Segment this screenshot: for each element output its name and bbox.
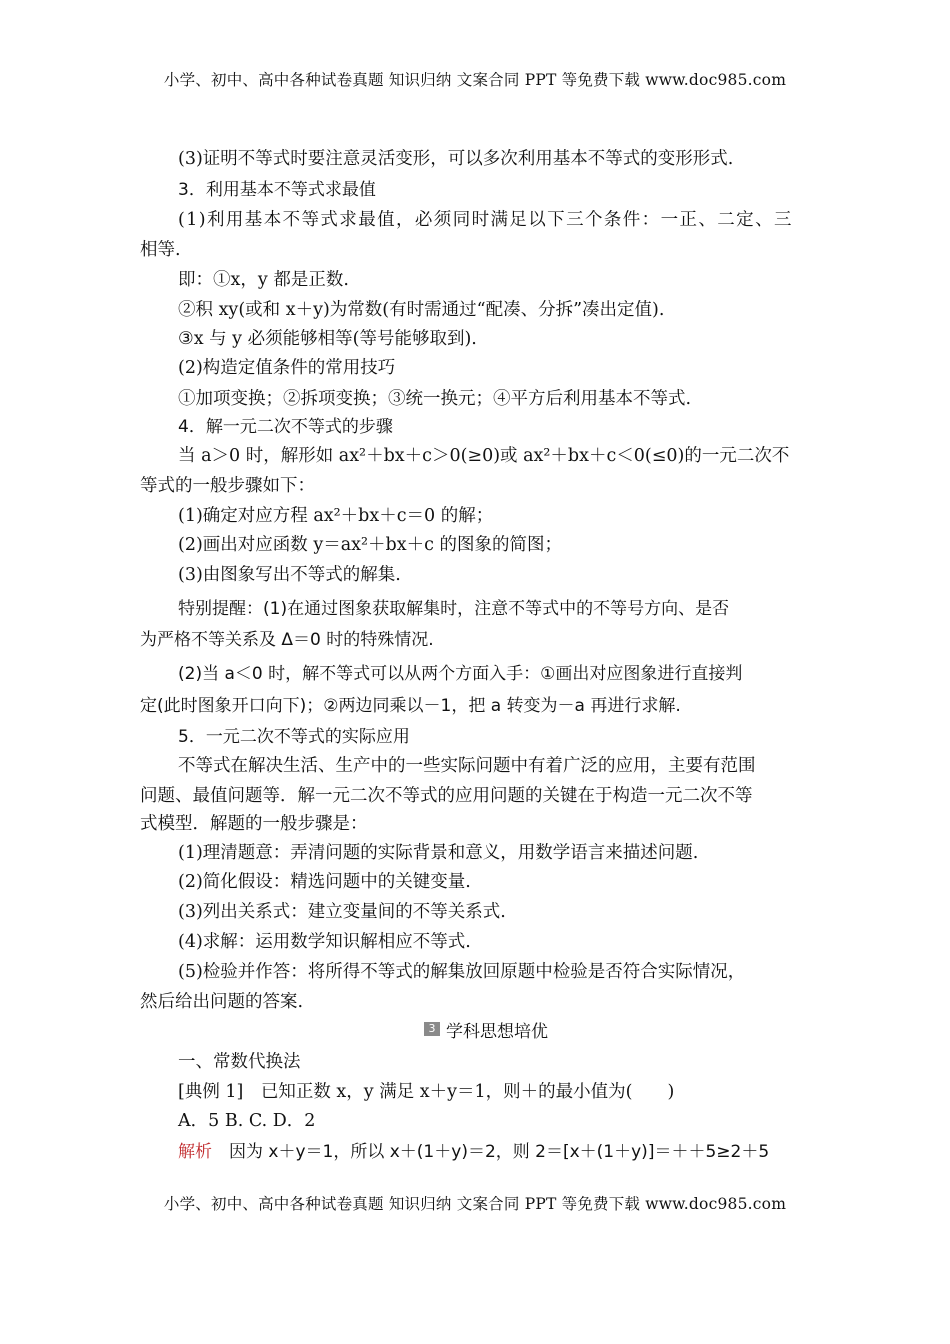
section-badge: 3 xyxy=(424,1022,440,1036)
section-title: 学科思想培优 xyxy=(446,1022,548,1042)
section-heading: 4．解一元二次不等式的步骤 xyxy=(178,417,393,437)
text-line: ②积 xy(或和 x＋y)为常数(有时需通过“配凑、分拆”凑出定值). xyxy=(178,300,665,320)
section-heading: 5．一元二次不等式的实际应用 xyxy=(178,727,410,747)
text-line: 当 a＞0 时，解形如 ax²＋bx＋c＞0(≥0)或 ax²＋bx＋c＜0(≤0)的一元二次不 xyxy=(178,446,790,466)
text-line: (2)当 a＜0 时，解不等式可以从两个方面入手：①画出对应图象进行直接判 xyxy=(178,664,743,684)
page-header: 小学、初中、高中各种试卷真题 知识归纳 文案合同 PPT 等免费下载 www.doc985.com xyxy=(163,71,787,89)
text-line: (1)确定对应方程 ax²＋bx＋c＝0 的解； xyxy=(178,506,494,526)
text-line: 然后给出问题的答案. xyxy=(140,992,304,1012)
example-options: A．5 B. C. D．2 xyxy=(178,1111,316,1131)
text-line: (3)由图象写出不等式的解集. xyxy=(178,565,401,585)
text-line: (5)检验并作答：将所得不等式的解集放回原题中检验是否符合实际情况， xyxy=(178,962,746,982)
page-footer: 小学、初中、高中各种试卷真题 知识归纳 文案合同 PPT 等免费下载 www.doc985.com xyxy=(163,1195,787,1213)
text-line: 问题、最值问题等．解一元二次不等式的应用问题的关键在于构造一元二次不等 xyxy=(140,786,753,806)
text-line: 相等. xyxy=(140,240,181,260)
text-line: (3)列出关系式：建立变量间的不等关系式. xyxy=(178,902,506,922)
text-line: 等式的一般步骤如下： xyxy=(140,476,315,496)
text-line: ①加项变换；②拆项变换；③统一换元；④平方后利用基本不等式. xyxy=(178,389,692,409)
text-line: (2)构造定值条件的常用技巧 xyxy=(178,358,396,378)
example-question: [典例 1] 已知正数 x，y 满足 x＋y＝1，则＋的最小值为( ) xyxy=(178,1082,675,1102)
text-line: 特别提醒：(1)在通过图象获取解集时，注意不等式中的不等号方向、是否 xyxy=(178,599,730,619)
text-line: (4)求解：运用数学知识解相应不等式. xyxy=(178,932,471,952)
analysis-text: 因为 x＋y＝1，所以 x＋(1＋y)＝2，则 2＝[x＋(1＋y)]＝＋＋5≥2＋5 xyxy=(212,1142,770,1162)
text-line: (3)证明不等式时要注意灵活变形，可以多次利用基本不等式的变形形式. xyxy=(178,149,734,169)
text-line: ③x 与 y 必须能够相等(等号能够取到). xyxy=(178,329,477,349)
text-line: 不等式在解决生活、生产中的一些实际问题中有着广泛的应用，主要有范围 xyxy=(178,756,756,776)
method-heading: 一、常数代换法 xyxy=(178,1052,301,1072)
analysis-line xyxy=(178,1137,812,1162)
text-line: 为严格不等关系及 Δ＝0 时的特殊情况. xyxy=(140,630,434,650)
text-line: (2)画出对应函数 y＝ax²＋bx＋c 的图象的简图； xyxy=(178,535,562,555)
text-line: 定(此时图象开口向下)；②两边同乘以－1，把 a 转变为－a 再进行求解. xyxy=(140,696,681,716)
text-line: 式模型．解题的一般步骤是： xyxy=(140,814,368,834)
text-line: (2)简化假设：精选问题中的关键变量. xyxy=(178,872,471,892)
text-line: 即：①x，y 都是正数. xyxy=(178,270,349,290)
text-line: (1)理清题意：弄清问题的实际背景和意义，用数学语言来描述问题. xyxy=(178,843,699,863)
analysis-label: 解析 xyxy=(178,1142,212,1162)
text-line: (1)利用基本不等式求最值，必须同时满足以下三个条件：一正、二定、三 xyxy=(178,210,793,230)
section-heading: 3．利用基本不等式求最值 xyxy=(178,180,376,200)
